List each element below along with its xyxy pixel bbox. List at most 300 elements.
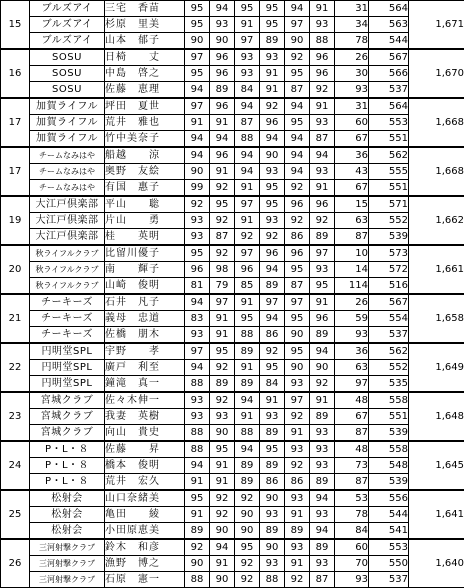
series-score-cell: 92 (310, 376, 335, 393)
rank-cell: 23 (1, 392, 30, 441)
series-score-cell: 95 (285, 262, 310, 278)
shooter-total-cell: 539 (369, 425, 409, 442)
series-score-cell: 92 (310, 213, 335, 229)
team-cell: 松射会 (30, 523, 105, 540)
shooter-total-cell: 562 (369, 147, 409, 164)
shooter-name-cell: 竹中美奈子 (105, 131, 185, 148)
shooter-name-cell: 亀田 綾 (105, 507, 185, 523)
table-row (1, 523, 464, 540)
shooter-name-cell: 三宅 香苗 (105, 1, 185, 17)
series-score-cell: 89 (210, 82, 235, 99)
rank-cell: 15 (1, 1, 30, 50)
shooter-total-cell: 555 (369, 164, 409, 180)
series-score-cell: 94 (235, 441, 260, 458)
series-score-cell: 91 (185, 115, 210, 131)
rank-cell: 24 (1, 441, 30, 490)
shooter-total-cell: 553 (369, 539, 409, 556)
series-score-cell: 95 (260, 196, 285, 213)
series-score-cell: 90 (235, 523, 260, 540)
team-total-cell: 1,648 (409, 392, 464, 441)
series-score-cell: 97 (235, 33, 260, 50)
series-score-cell: 92 (185, 196, 210, 213)
series-score-cell: 93 (310, 556, 335, 572)
series-score-cell: 95 (210, 343, 235, 360)
table-row (1, 327, 464, 344)
inner-ten-cell: 87 (335, 425, 369, 442)
series-score-cell: 88 (185, 572, 210, 588)
series-score-cell: 94 (260, 262, 285, 278)
team-total-cell: 1,668 (409, 98, 464, 147)
series-score-cell: 79 (210, 278, 235, 295)
series-score-cell: 87 (310, 572, 335, 588)
shooter-total-cell: 556 (369, 490, 409, 507)
table-row (1, 539, 464, 556)
table-row (1, 33, 464, 50)
shooter-name-cell: 中島 啓之 (105, 66, 185, 82)
series-score-cell: 97 (185, 98, 210, 115)
series-score-cell: 93 (235, 49, 260, 66)
shooter-name-cell: 片山 勇 (105, 213, 185, 229)
table-row (1, 245, 464, 262)
series-score-cell: 96 (310, 196, 335, 213)
series-score-cell: 89 (235, 474, 260, 491)
series-score-cell: 97 (185, 343, 210, 360)
series-score-cell: 89 (235, 343, 260, 360)
series-score-cell: 94 (285, 164, 310, 180)
series-score-cell: 92 (210, 360, 235, 376)
series-score-cell: 97 (310, 245, 335, 262)
series-score-cell: 92 (310, 82, 335, 99)
series-score-cell: 93 (260, 556, 285, 572)
series-score-cell: 97 (210, 294, 235, 311)
series-score-cell: 89 (260, 33, 285, 50)
team-cell: チーキーズ (30, 311, 105, 327)
series-score-cell: 89 (235, 376, 260, 393)
team-cell: 大江戸倶楽部 (30, 213, 105, 229)
table-row (1, 409, 464, 425)
series-score-cell: 92 (235, 229, 260, 246)
series-score-cell: 93 (185, 392, 210, 409)
series-score-cell: 94 (235, 147, 260, 164)
team-total-cell: 1,641 (409, 490, 464, 539)
inner-ten-cell: 10 (335, 245, 369, 262)
series-score-cell: 94 (260, 131, 285, 148)
inner-ten-cell: 63 (335, 360, 369, 376)
series-score-cell: 93 (185, 213, 210, 229)
team-cell: P・L・８ (30, 474, 105, 491)
team-cell: ブルズアイ (30, 33, 105, 50)
team-cell: SOSU (30, 49, 105, 66)
series-score-cell: 93 (235, 66, 260, 82)
series-score-cell: 91 (210, 311, 235, 327)
table-row (1, 147, 464, 164)
rank-cell: 25 (1, 490, 30, 539)
series-score-cell: 88 (235, 131, 260, 148)
series-score-cell: 92 (260, 229, 285, 246)
series-score-cell: 95 (235, 311, 260, 327)
team-total-cell: 1,668 (409, 147, 464, 196)
team-cell: 円明堂SPL (30, 376, 105, 393)
shooter-total-cell: 567 (369, 49, 409, 66)
table-row (1, 229, 464, 246)
table-row (1, 343, 464, 360)
team-cell: チーキーズ (30, 294, 105, 311)
shooter-total-cell: 539 (369, 474, 409, 491)
inner-ten-cell: 70 (335, 556, 369, 572)
series-score-cell: 89 (210, 376, 235, 393)
team-total-cell: 1,670 (409, 49, 464, 98)
series-score-cell: 92 (235, 572, 260, 588)
rank-cell: 17 (1, 147, 30, 196)
shooter-total-cell: 563 (369, 17, 409, 33)
series-score-cell: 97 (260, 294, 285, 311)
series-score-cell: 92 (235, 490, 260, 507)
series-score-cell: 93 (260, 164, 285, 180)
series-score-cell: 95 (185, 66, 210, 82)
series-score-cell: 96 (260, 115, 285, 131)
shooter-total-cell: 571 (369, 196, 409, 213)
shooter-total-cell: 552 (369, 360, 409, 376)
shooter-total-cell: 548 (369, 458, 409, 474)
shooter-name-cell: 坪田 夏世 (105, 98, 185, 115)
series-score-cell: 91 (285, 425, 310, 442)
series-score-cell: 91 (310, 392, 335, 409)
shooter-name-cell: 我妻 英樹 (105, 409, 185, 425)
shooter-name-cell: 荒井 雅也 (105, 115, 185, 131)
team-cell: チームなみはや (30, 164, 105, 180)
inner-ten-cell: 60 (335, 115, 369, 131)
series-score-cell: 91 (235, 213, 260, 229)
shooter-name-cell: 佐藤 昇 (105, 441, 185, 458)
table-row (1, 66, 464, 82)
table-row (1, 164, 464, 180)
series-score-cell: 92 (285, 458, 310, 474)
inner-ten-cell: 36 (335, 147, 369, 164)
series-score-cell: 90 (285, 360, 310, 376)
series-score-cell: 84 (235, 82, 260, 99)
series-score-cell: 94 (310, 490, 335, 507)
series-score-cell: 87 (285, 278, 310, 295)
series-score-cell: 91 (310, 294, 335, 311)
series-score-cell: 91 (235, 294, 260, 311)
shooter-total-cell: 516 (369, 278, 409, 295)
series-score-cell: 97 (235, 196, 260, 213)
series-score-cell: 91 (310, 180, 335, 197)
shooter-total-cell: 558 (369, 392, 409, 409)
shooter-name-cell: 比留川優子 (105, 245, 185, 262)
table-row (1, 213, 464, 229)
table-row (1, 196, 464, 213)
team-cell: SOSU (30, 66, 105, 82)
shooter-total-cell: 554 (369, 311, 409, 327)
table-row (1, 572, 464, 588)
series-score-cell: 93 (210, 17, 235, 33)
series-score-cell: 86 (260, 474, 285, 491)
series-score-cell: 95 (260, 1, 285, 17)
series-score-cell: 94 (185, 360, 210, 376)
team-cell: 三河射撃クラブ (30, 572, 105, 588)
series-score-cell: 90 (210, 425, 235, 442)
table-row (1, 17, 464, 33)
shooter-name-cell: 橋本 俊明 (105, 458, 185, 474)
inner-ten-cell: 59 (335, 311, 369, 327)
series-score-cell: 94 (210, 1, 235, 17)
series-score-cell: 93 (310, 425, 335, 442)
shooter-total-cell: 544 (369, 507, 409, 523)
series-score-cell: 97 (235, 245, 260, 262)
team-cell: SOSU (30, 82, 105, 99)
team-cell: 加賀ライフル (30, 115, 105, 131)
series-score-cell: 96 (310, 311, 335, 327)
series-score-cell: 94 (285, 131, 310, 148)
series-score-cell: 90 (235, 507, 260, 523)
series-score-cell: 91 (210, 164, 235, 180)
series-score-cell: 90 (285, 327, 310, 344)
series-score-cell: 91 (210, 327, 235, 344)
shooter-name-cell: 奥野 友絵 (105, 164, 185, 180)
series-score-cell: 93 (310, 115, 335, 131)
shooter-name-cell: 漁野 博之 (105, 556, 185, 572)
rank-cell: 20 (1, 245, 30, 294)
team-cell: ブルズアイ (30, 17, 105, 33)
series-score-cell: 97 (185, 49, 210, 66)
series-score-cell: 91 (185, 474, 210, 491)
series-score-cell: 95 (185, 245, 210, 262)
shooter-total-cell: 544 (369, 33, 409, 50)
series-score-cell: 91 (210, 474, 235, 491)
shooter-total-cell: 552 (369, 213, 409, 229)
series-score-cell: 93 (285, 376, 310, 393)
series-score-cell: 87 (285, 82, 310, 99)
inner-ten-cell: 93 (335, 82, 369, 99)
series-score-cell: 93 (185, 409, 210, 425)
series-score-cell: 96 (210, 98, 235, 115)
table-row (1, 425, 464, 442)
series-score-cell: 95 (260, 17, 285, 33)
team-total-cell: 1,649 (409, 343, 464, 392)
series-score-cell: 92 (210, 392, 235, 409)
series-score-cell: 95 (260, 441, 285, 458)
series-score-cell: 89 (285, 523, 310, 540)
inner-ten-cell: 26 (335, 294, 369, 311)
shooter-name-cell: 山崎 俊明 (105, 278, 185, 295)
series-score-cell: 96 (260, 245, 285, 262)
series-score-cell: 89 (260, 458, 285, 474)
shooter-name-cell: 小田原恵美 (105, 523, 185, 540)
series-score-cell: 90 (185, 556, 210, 572)
series-score-cell: 94 (285, 98, 310, 115)
team-cell: ブルズアイ (30, 1, 105, 17)
shooter-total-cell: 572 (369, 262, 409, 278)
series-score-cell: 97 (285, 17, 310, 33)
shooter-name-cell: 石原 憲一 (105, 572, 185, 588)
series-score-cell: 94 (235, 392, 260, 409)
series-score-cell: 85 (235, 278, 260, 295)
results-body (1, 1, 464, 588)
series-score-cell: 86 (260, 327, 285, 344)
shooter-total-cell: 567 (369, 294, 409, 311)
series-score-cell: 88 (185, 376, 210, 393)
team-cell: 秋ライフルクラブ (30, 262, 105, 278)
series-score-cell: 90 (210, 572, 235, 588)
team-cell: 松射会 (30, 490, 105, 507)
series-score-cell: 95 (210, 441, 235, 458)
team-cell: P・L・８ (30, 458, 105, 474)
shooter-total-cell: 564 (369, 98, 409, 115)
inner-ten-cell: 60 (335, 539, 369, 556)
rank-cell: 16 (1, 49, 30, 98)
team-cell: 大江戸倶楽部 (30, 229, 105, 246)
series-score-cell: 91 (210, 556, 235, 572)
shooter-name-cell: 佐橋 朋木 (105, 327, 185, 344)
series-score-cell: 92 (285, 49, 310, 66)
inner-ten-cell: 15 (335, 196, 369, 213)
series-score-cell: 93 (310, 164, 335, 180)
series-score-cell: 92 (285, 409, 310, 425)
series-score-cell: 94 (235, 164, 260, 180)
inner-ten-cell: 67 (335, 131, 369, 148)
shooter-total-cell: 566 (369, 66, 409, 82)
series-score-cell: 91 (235, 180, 260, 197)
series-score-cell: 89 (260, 523, 285, 540)
table-row (1, 180, 464, 197)
series-score-cell: 94 (310, 343, 335, 360)
shooter-total-cell: 551 (369, 131, 409, 148)
shooter-total-cell: 564 (369, 1, 409, 17)
series-score-cell: 93 (260, 507, 285, 523)
series-score-cell: 95 (310, 278, 335, 295)
series-score-cell: 87 (235, 115, 260, 131)
inner-ten-cell: 73 (335, 458, 369, 474)
shooter-name-cell: 南 輝子 (105, 262, 185, 278)
table-row (1, 474, 464, 491)
series-score-cell: 89 (310, 409, 335, 425)
series-score-cell: 90 (185, 33, 210, 50)
series-score-cell: 90 (285, 33, 310, 50)
table-row (1, 392, 464, 409)
series-score-cell: 98 (210, 262, 235, 278)
inner-ten-cell: 36 (335, 343, 369, 360)
shooter-name-cell: 佐々木伸一 (105, 392, 185, 409)
series-score-cell: 96 (210, 66, 235, 82)
series-score-cell: 89 (260, 425, 285, 442)
series-score-cell: 91 (235, 17, 260, 33)
series-score-cell: 93 (185, 229, 210, 246)
shooter-total-cell: 537 (369, 327, 409, 344)
shooter-total-cell: 551 (369, 409, 409, 425)
inner-ten-cell: 43 (335, 164, 369, 180)
table-row (1, 278, 464, 295)
series-score-cell: 93 (260, 409, 285, 425)
team-cell: 宮城クラブ (30, 425, 105, 442)
rank-cell: 26 (1, 539, 30, 588)
series-score-cell: 97 (285, 392, 310, 409)
series-score-cell: 95 (260, 180, 285, 197)
series-score-cell: 96 (185, 262, 210, 278)
inner-ten-cell: 53 (335, 490, 369, 507)
series-score-cell: 95 (285, 66, 310, 82)
series-score-cell: 95 (285, 115, 310, 131)
team-cell: 円明堂SPL (30, 343, 105, 360)
series-score-cell: 92 (210, 213, 235, 229)
team-cell: 秋ライフルクラブ (30, 278, 105, 295)
table-row (1, 507, 464, 523)
inner-ten-cell: 114 (335, 278, 369, 295)
series-score-cell: 94 (285, 1, 310, 17)
series-score-cell: 92 (185, 539, 210, 556)
shooter-total-cell: 573 (369, 245, 409, 262)
team-cell: 円明堂SPL (30, 360, 105, 376)
series-score-cell: 94 (185, 147, 210, 164)
shooter-name-cell: 桂 英明 (105, 229, 185, 246)
inner-ten-cell: 63 (335, 213, 369, 229)
team-cell: チームなみはや (30, 147, 105, 164)
series-score-cell: 90 (260, 539, 285, 556)
series-score-cell: 95 (285, 343, 310, 360)
series-score-cell: 92 (210, 180, 235, 197)
shooter-total-cell: 558 (369, 441, 409, 458)
series-score-cell: 92 (210, 245, 235, 262)
shooter-total-cell: 537 (369, 572, 409, 588)
table-row (1, 376, 464, 393)
series-score-cell: 94 (310, 147, 335, 164)
series-score-cell: 93 (260, 49, 285, 66)
shooter-total-cell: 539 (369, 229, 409, 246)
team-total-cell: 1,662 (409, 196, 464, 245)
series-score-cell: 92 (235, 556, 260, 572)
team-cell: P・L・８ (30, 441, 105, 458)
series-score-cell: 95 (185, 17, 210, 33)
series-score-cell: 86 (285, 229, 310, 246)
series-score-cell: 93 (285, 490, 310, 507)
series-score-cell: 93 (285, 441, 310, 458)
shooter-total-cell: 541 (369, 523, 409, 540)
series-score-cell: 93 (310, 507, 335, 523)
team-total-cell: 1,645 (409, 441, 464, 490)
team-cell: 加賀ライフル (30, 131, 105, 148)
series-score-cell: 84 (260, 376, 285, 393)
rank-cell: 22 (1, 343, 30, 392)
series-score-cell: 91 (260, 82, 285, 99)
table-row (1, 490, 464, 507)
team-cell: 大江戸倶楽部 (30, 196, 105, 213)
series-score-cell: 96 (210, 49, 235, 66)
shooter-name-cell: 廣戸 利至 (105, 360, 185, 376)
team-total-cell: 1,671 (409, 1, 464, 50)
team-cell: 秋ライフルクラブ (30, 245, 105, 262)
series-score-cell: 96 (310, 66, 335, 82)
series-score-cell: 94 (310, 523, 335, 540)
table-row (1, 311, 464, 327)
shooter-total-cell: 537 (369, 82, 409, 99)
table-row (1, 294, 464, 311)
shooter-name-cell: 杉原 里美 (105, 17, 185, 33)
series-score-cell: 91 (260, 66, 285, 82)
series-score-cell: 90 (210, 523, 235, 540)
series-score-cell: 92 (260, 343, 285, 360)
series-score-cell: 91 (210, 458, 235, 474)
series-score-cell: 92 (260, 98, 285, 115)
series-score-cell: 95 (235, 1, 260, 17)
team-cell: 加賀ライフル (30, 98, 105, 115)
series-score-cell: 88 (185, 441, 210, 458)
series-score-cell: 94 (260, 311, 285, 327)
series-score-cell: 91 (285, 507, 310, 523)
series-score-cell: 91 (310, 98, 335, 115)
table-row (1, 115, 464, 131)
inner-ten-cell: 26 (335, 49, 369, 66)
team-cell: 三河射撃クラブ (30, 556, 105, 572)
